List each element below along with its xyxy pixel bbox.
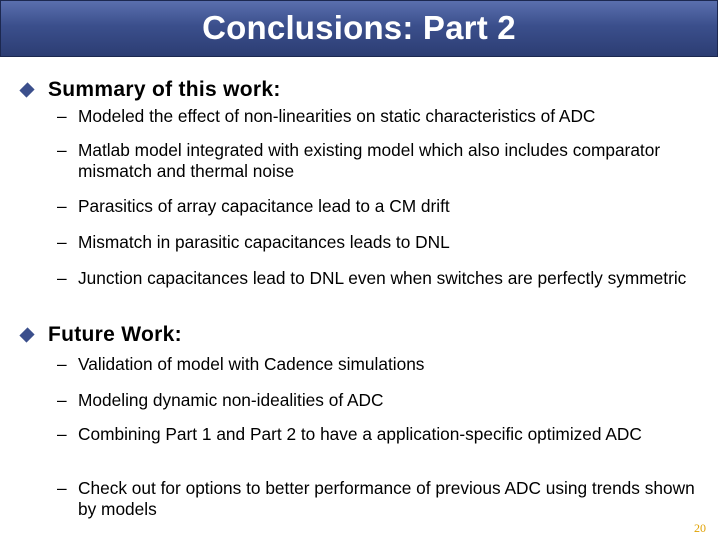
future-item-3: Combining Part 1 and Part 2 to have a application-specific optimized ADC — [78, 424, 642, 444]
diamond-bullet-icon — [19, 327, 34, 342]
list-item — [57, 390, 697, 411]
dash-icon: – — [57, 478, 67, 498]
list-item — [57, 106, 697, 127]
list-item — [57, 424, 697, 445]
dash-icon: – — [57, 424, 67, 444]
slide-title: Conclusions: Part 2 — [202, 8, 516, 46]
future-work-bullet — [22, 323, 182, 347]
summary-item-2: Matlab model integrated with existing model which also includes comparator mismatch and thermal noise — [78, 140, 661, 181]
dash-icon: – — [57, 106, 67, 126]
dash-icon: – — [57, 232, 67, 252]
future-work-heading: Future Work: — [48, 323, 182, 346]
dash-icon: – — [57, 268, 67, 288]
diamond-bullet-icon — [19, 82, 34, 97]
dash-icon: – — [57, 354, 67, 374]
dash-icon: – — [57, 140, 67, 160]
list-item — [57, 478, 697, 519]
future-item-1: Validation of model with Cadence simulations — [78, 354, 425, 374]
future-item-2: Modeling dynamic non-idealities of ADC — [78, 390, 384, 410]
dash-icon: – — [57, 196, 67, 216]
list-item — [57, 268, 697, 289]
summary-item-5: Junction capacitances lead to DNL even when switches are perfectly symmetric — [78, 268, 687, 288]
summary-item-1: Modeled the effect of non-linearities on static characteristics of ADC — [78, 106, 596, 126]
page-number: 20 — [694, 521, 706, 535]
future-item-4: Check out for options to better performance of previous ADC using trends shown by models — [78, 478, 695, 519]
list-item — [57, 354, 697, 375]
summary-bullet — [22, 78, 281, 102]
summary-item-3: Parasitics of array capacitance lead to a CM drift — [78, 196, 450, 216]
list-item — [57, 140, 697, 181]
list-item — [57, 232, 697, 253]
dash-icon: – — [57, 390, 67, 410]
summary-heading: Summary of this work: — [48, 78, 281, 101]
summary-item-4: Mismatch in parasitic capacitances leads to DNL — [78, 232, 450, 252]
list-item — [57, 196, 697, 217]
